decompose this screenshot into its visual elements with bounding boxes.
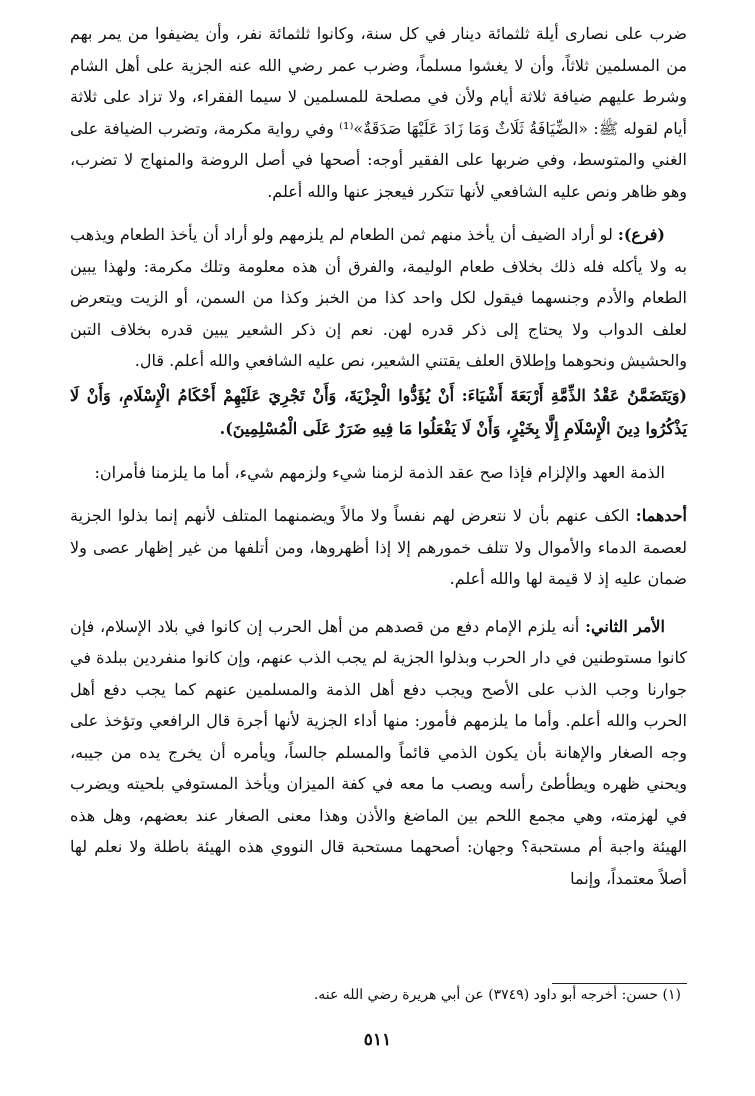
paragraph-second-matter: [70, 611, 687, 895]
paragraph-lead: أحدهما:: [635, 506, 687, 525]
paragraph-far: [70, 219, 687, 377]
footnote: (١) حسن: أخرجه أبو داود (٣٧٤٩) عن أبي هريرة رضي الله عنه.: [313, 987, 681, 1003]
paragraph-lead: (فرع):: [617, 225, 665, 244]
paragraph-body: أنه يلزم الإمام دفع من قصدهم من أهل الحرب إن كانوا في بلاد الإسلام، فإن كانوا مستوطنين في دار الحرب وبذلوا الجزية لم يجب الذب عنهم، وإن كانوا منفردين ببلدة في جوارنا وجب الذب على الأصح ويجب دفع أهل الذمة والمسلمين عنهم كما يجب دفع أهل الحرب والله أعلم. وأما ما يلزمهم فأمور: منها أداء الجزية لأنها أجرة قال الرافعي وتؤخذ على وجه الصغار والإهانة بأن يكون الذمي قائماً والمسلم جالساً، ويأمره أن يخرج يده من جيبه، ويحني ظهره ويطأطئ رأسه ويصب ما معه في كفة الميزان ويأخذ المستوفي بلحيته ويضرب في لهزمته، وهي مجمع اللحم بين الماضغ والأذن وهذا معنى الصغار عند بعضهم، وهل هذه الهيئة واجبة أم مستحبة؟ وجهان: أصحهما مستحبة قال النووي هذه الهيئة باطلة ولا نعلم لها أصلاً معتمداً، وإنما: [70, 616, 688, 888]
footnote-separator: [552, 983, 687, 984]
spacer: [70, 595, 687, 611]
spacer: [70, 207, 687, 219]
paragraph-1: ضرب على نصارى أيلة ثلثمائة دينار في كل سنة، وكانوا ثلثمائة نفر، وأن يضيفوا من يمر بهم من المسلمين ثلاثاً، وأن لا يغشوا مسلماً، وضرب عمر رضي الله عنه الجزية على أهل الشام وشرط عليهم ضيافة ثلاثة أيام ولأن في مصلحة للمسلمين لا سيما الفقراء، ولا تزاد على ثلاثة أيام لقوله ﷺ: «الضِّيَافَةُ ثَلَاثٌ وَمَا زَادَ عَلَيْهَا صَدَقَةٌ»⁽¹⁾ وفي رواية مكرمة، وتضرب الضيافة على الغني والمتوسط، وفي ضربها على الفقير أوجه: أصحها في أصل الروضة والمنهاج لا تضرب، وهو ظاهر ونص عليه الشافعي لأنها تتكرر فيعجز عنها والله أعلم.: [70, 24, 687, 201]
spacer: [70, 488, 687, 500]
paragraph-first-matter: [70, 500, 687, 595]
page-number: ٥١١: [363, 1030, 392, 1050]
paragraph-body: الكف عنهم بأن لا نتعرض لهم نفساً ولا مالاً ويضمنهما المتلف لأنهم إنما بذلوا الجزية لعصمة الدماء والأموال ولا تتلف خمورهم إلا إذا أظهروها، ومن أتلفها من غير إظهار عصى ولا ضمان عليه إذ لا قيمة لها والله أعلم.: [70, 506, 687, 588]
paragraph-body: لو أراد الضيف أن يأخذ منهم ثمن الطعام لم يلزمهم ولو أراد أن يأخذ الطعام ويذهب به ولا يأكله فله ذلك بخلاف طعام الوليمة، والفرق أن هذه معلومة وتلك مكرمة: ولهذا يبين الطعام والأدم وجنسهما فيقول لكل واحد كذا من الخبز وكذا من السمن، أو الزيت ويتعرض لعلف الدواب ولا يحتاج إلى ذكر قدره لهن. نعم إن ذكر الشعير يبين قدره بخلاف التبن والحشيش ونحوهما وإطلاق العلف يقتني الشعير، نص عليه الشافعي والله أعلم. قال.: [70, 225, 687, 370]
matn-quote: (وَيَتَضَمَّنُ عَقْدُ الذِّمَّةِ أَرْبَعَةَ أَشْيَاءَ: أَنْ يُؤَدُّوا الْجِزْيَةَ، وَأَنْ تَجْرِيَ عَلَيْهِمْ أَحْكَامُ الْإِسْلَامِ، وَأَنْ لَا يَذْكُرُوا دِينَ الْإِسْلَامِ إِلَّا بِخَيْرٍ، وَأَنْ لَا يَفْعَلُوا مَا فِيهِ ضَرَرٌ عَلَى الْمُسْلِمِينَ).: [70, 385, 687, 438]
paragraph-lead: الأمر الثاني:: [585, 616, 665, 636]
spacer: [70, 445, 687, 457]
paragraph-dhimma: الذمة العهد والإلزام فإذا صح عقد الذمة لزمنا شيء ولزمهم شيء، أما ما يلزمنا فأمران:: [94, 462, 665, 482]
